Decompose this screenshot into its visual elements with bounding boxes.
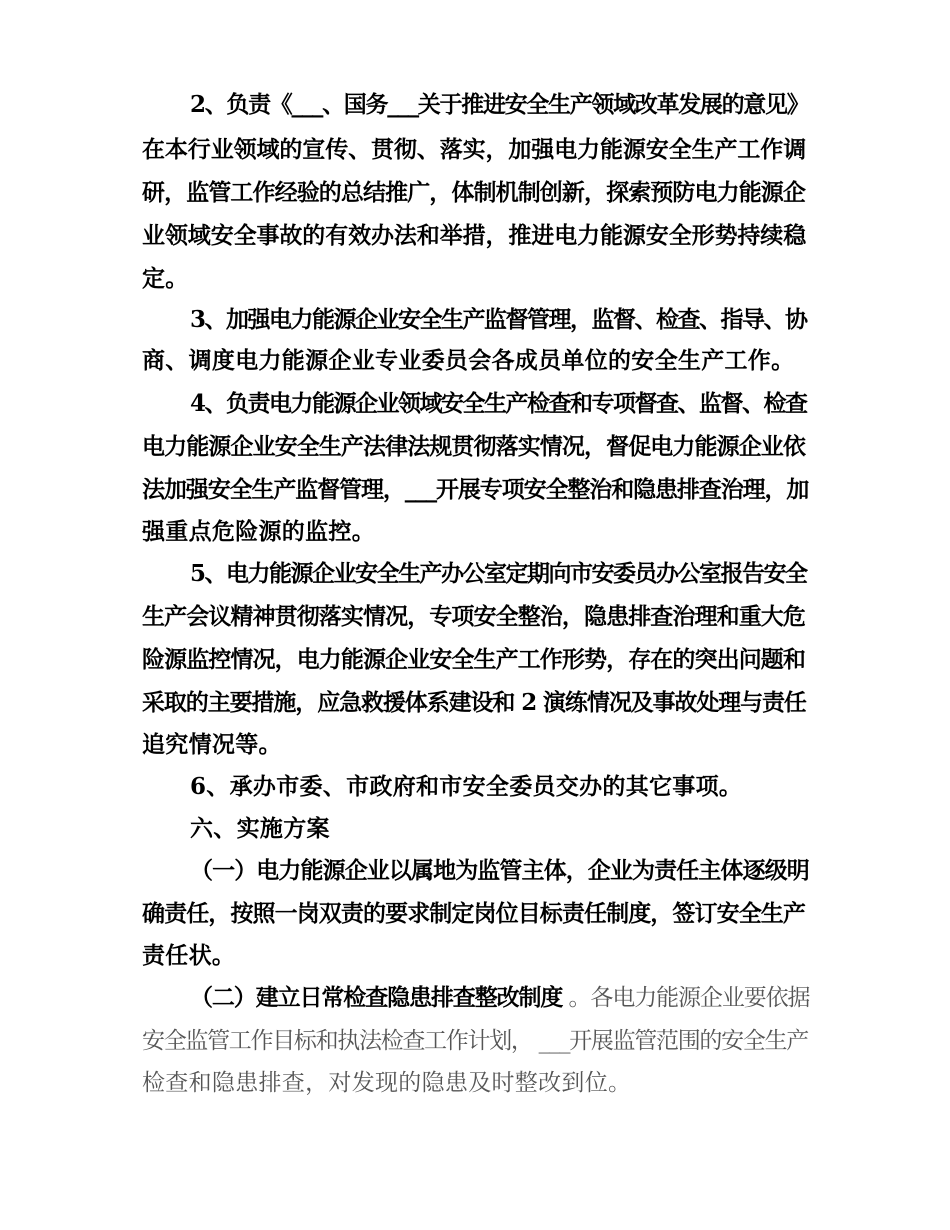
paragraph-3-line-1: 3、加强电力能源企业安全生产监督管理，监督、检查、指导、协 (190, 306, 807, 333)
item-1-line-1: （一）电力能源企业以属地为监管主体，企业为责任主体逐级明 (190, 857, 809, 884)
paragraph-4-line-4: 强重点危险源的监控。 (142, 518, 375, 545)
section-heading: 六、实施方案 (190, 815, 330, 842)
paragraph-2-line-3: 研，监管工作经验的总结推广，体制机制创新，探索预防电力能源企 (142, 179, 806, 206)
paragraph-5-line-2: 生产会议精神贯彻落实情况，专项安全整治，隐患排查治理和重大危 (142, 603, 806, 630)
paragraph-3-line-2: 商、调度电力能源企业专业委员会各成员单位的安全生产工作。 (142, 347, 795, 374)
paragraph-4-line-1: 4、负责电力能源企业领域安全生产检查和专项督查、监督、检查 (190, 390, 807, 417)
item-1-line-3: 责任状。 (142, 942, 236, 969)
paragraph-2-line-1: 2、负责《___、国务___关于推进安全生产领域改革发展的意见》 (190, 91, 809, 118)
item-2-line-3: 检查和隐患排查，对发现的隐患及时整改到位。 (142, 1070, 632, 1096)
item-2-line-1-rest: 。各电力能源企业要依据 (562, 985, 810, 1011)
item-1-line-2: 确责任，按照一岗双责的要求制定岗位目标责任制度，签订安全生产 (142, 900, 806, 927)
paragraph-5-line-5: 追究情况等。 (142, 731, 282, 758)
paragraph-6-line-1: 6、承办市委、市政府和市安全委员交办的其它事项。 (190, 773, 743, 800)
paragraph-5-line-3: 险源监控情况，电力能源企业安全生产工作形势，存在的突出问题和 (142, 646, 806, 673)
paragraph-2-line-5: 定。 (142, 265, 189, 292)
paragraph-2-line-2: 在本行业领域的宣传、贯彻、落实，加强电力能源安全生产工作调 (142, 136, 807, 163)
paragraph-2-line-4: 业领域安全事故的有效办法和举措，推进电力能源安全形势持续稳 (142, 222, 807, 249)
item-2-line-1 (190, 984, 809, 1012)
paragraph-5-line-4: 采取的主要措施，应急救援体系建设和 2 演练情况及事故处理与责任 (142, 689, 806, 716)
paragraph-4-line-2: 电力能源企业安全生产法律法规贯彻落实情况，督促电力能源企业依 (142, 433, 806, 460)
paragraph-5-line-1: 5、电力能源企业安全生产办公室定期向市安委员办公室报告安全 (190, 560, 807, 587)
item-2-line-2: 安全监管工作目标和执法检查工作计划， ___开展监管范围的安全生产 (142, 1028, 808, 1054)
item-2-heading: （二）建立日常检查隐患排查整改制度 (190, 984, 563, 1011)
paragraph-4-line-3: 法加强安全生产监督管理，___开展专项安全整治和隐患排查治理，加 (142, 476, 809, 503)
